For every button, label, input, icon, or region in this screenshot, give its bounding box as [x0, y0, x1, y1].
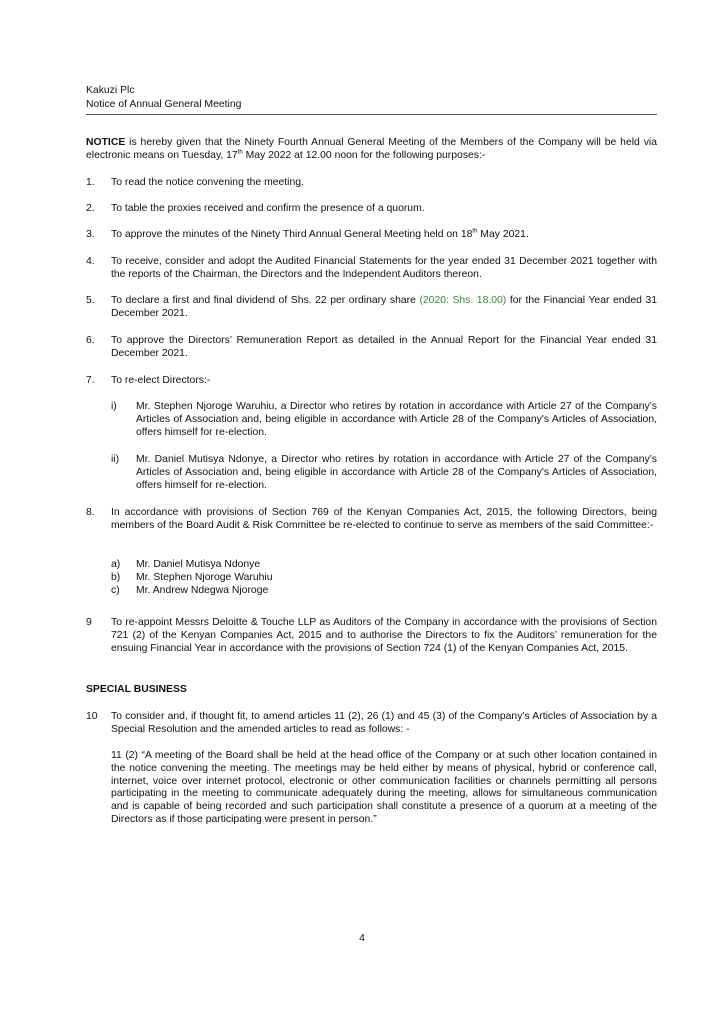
article-11-2-quote: 11 (2) “A meeting of the Board shall be held at the head office of the Company or at such other location contained in the notice convening the meeting. The meetings may be held either by means of physical, hybrid or conference call, internet, voice over internet protocol, electronic or other communication facilities or channels permitting all persons participating in the meeting to communicate adequately during the meeting, allows for simultaneous communication and is capable of being recorded and such participation shall constitute a presence of a quorum at a meeting of the Directors as if those participating were present in person.” [111, 750, 657, 825]
item-2-text: To table the proxies received and confirm the presence of a quorum. [111, 203, 425, 214]
item-4-text: To receive, consider and adopt the Audited Financial Statements for the year ended 31 December 2021 together with the reports of the Chairman, the Directors and the Independent Auditors thereon. [111, 256, 657, 280]
previous-dividend-note: (2020: Shs. 18.00) [419, 295, 507, 306]
item-8-c-text: Mr. Andrew Ndegwa Njoroge [136, 585, 269, 596]
item-1-number: 1. [86, 177, 95, 188]
item-4-number: 4. [86, 256, 95, 267]
item-5-text [111, 295, 657, 321]
item-6-number: 6. [86, 335, 95, 346]
notice-label: NOTICE [86, 137, 126, 148]
item-7-sub-1-marker: i) [111, 401, 117, 412]
intro-superscript: th [237, 149, 243, 156]
item-1-text: To read the notice convening the meeting. [111, 177, 304, 188]
page-number: 4 [359, 933, 365, 944]
item-7-number: 7. [86, 375, 95, 386]
item-5-number: 5. [86, 295, 95, 306]
item-7-sub-1-text: Mr. Stephen Njoroge Waruhiu, a Director who retires by rotation in accordance with Article 27 of the Company’s Articles of Association and, being eligible in accordance with Article 28 of the Company's Articles of Association, offers himself for re-election. [136, 401, 657, 438]
item-3-superscript: th [472, 228, 478, 235]
company-name: Kakuzi Plc [86, 85, 135, 96]
item-5-text-2: for the Financial Year ended 31 December 2021. [111, 295, 657, 319]
item-6-text: To approve the Directors’ Remuneration Report as detailed in the Annual Report for the Financial Year ended 31 December 2021. [111, 335, 657, 359]
item-8-number: 8. [86, 507, 95, 518]
item-7-sub-2-marker: ii) [111, 454, 120, 465]
item-10-number: 10 [86, 711, 98, 722]
item-8-c-marker: c) [111, 585, 120, 596]
item-5-text-1: To declare a first and final dividend of Shs. 22 per ordinary share [111, 295, 420, 306]
intro-paragraph [86, 137, 657, 163]
item-8-text: In accordance with provisions of Section 769 of the Kenyan Companies Act, 2015, the following Directors, being members of the Board Audit & Risk Committee be re-elected to continue to serve as members of the said Committee:- [111, 507, 657, 531]
item-3-text-2: May 2021. [477, 229, 529, 240]
item-8-b-marker: b) [111, 572, 121, 583]
item-2-number: 2. [86, 203, 95, 214]
item-8-a-text: Mr. Daniel Mutisya Ndonye [136, 559, 261, 570]
item-3-text [111, 229, 657, 242]
item-7-text: To re-elect Directors:- [111, 375, 211, 386]
item-10-text: To consider and, if thought fit, to amend articles 11 (2), 26 (1) and 45 (3) of the Company’s Articles of Association by a Special Resolution and the amended articles to read as follows: - [111, 711, 657, 735]
item-7-sub-2-text: Mr. Daniel Mutisya Ndonye, a Director who retires by rotation in accordance with Article 27 of the Company’s Articles of Association and, being eligible in accordance with Article 28 of the Company's Articles of Association, offers himself for re-election. [136, 454, 657, 491]
header-rule [86, 114, 657, 115]
item-8-a-marker: a) [111, 559, 121, 570]
item-3-number: 3. [86, 229, 95, 240]
intro-text-1: is hereby given that the Ninety Fourth Annual General Meeting of the Members of the Company will be held via electronic means on Tuesday, 17 [86, 137, 657, 161]
item-8-b-text: Mr. Stephen Njoroge Waruhiu [136, 572, 273, 583]
item-9-number: 9 [86, 617, 92, 628]
item-3-text-1: To approve the minutes of the Ninety Third Annual General Meeting held on 18 [111, 229, 473, 240]
intro-text-2: May 2022 at 12.00 noon for the following purposes:- [242, 149, 486, 161]
special-business-heading: SPECIAL BUSINESS [86, 684, 187, 695]
item-9-text: To re-appoint Messrs Deloitte & Touche LLP as Auditors of the Company in accordance with the provisions of Section 721 (2) of the Kenyan Companies Act, 2015 and to authorise the Directors to fix the Auditors’ remuneration for the ensuing Financial Year in accordance with the provisions of Section 724 (1) of the Kenyan Companies Act, 2015. [111, 617, 657, 654]
document-title: Notice of Annual General Meeting [86, 99, 242, 110]
